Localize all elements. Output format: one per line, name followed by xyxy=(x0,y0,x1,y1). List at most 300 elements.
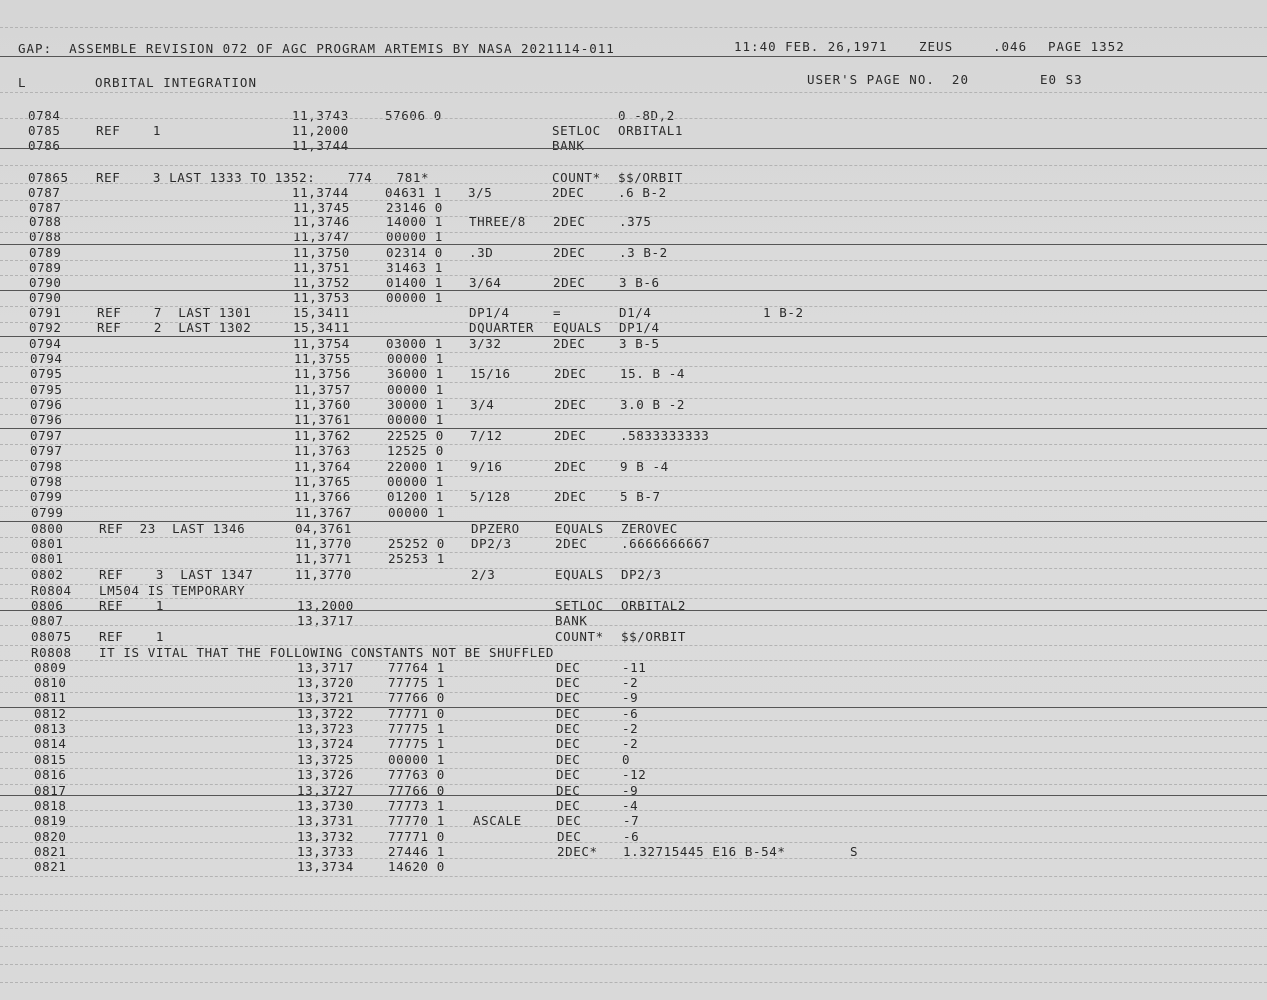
cell-op: = xyxy=(553,305,562,320)
rule-line-dashed xyxy=(0,460,1267,461)
header-operator: ZEUS xyxy=(919,39,954,54)
cell-loc: 11,3744 xyxy=(292,138,349,153)
cell-operand: -6 xyxy=(622,706,639,721)
cell-loc: 13,3730 xyxy=(297,798,354,813)
cell-op: DEC xyxy=(557,829,582,844)
cell-line: 0820 xyxy=(34,829,67,844)
cell-line: 0789 xyxy=(29,245,62,260)
table-row xyxy=(0,397,1267,412)
cell-loc: 13,3721 xyxy=(297,690,354,705)
cell-loc: 11,3763 xyxy=(294,443,351,458)
header-timestamp: 11:40 FEB. 26,1971 xyxy=(734,39,888,54)
cell-label: ASCALE xyxy=(473,813,522,828)
cell-line: 0795 xyxy=(30,382,63,397)
cell-ref: REF 7 LAST 1301 xyxy=(97,305,252,320)
table-row xyxy=(0,443,1267,458)
cell-op: 2DEC xyxy=(555,536,588,551)
cell-word: 22525 0 xyxy=(387,428,444,443)
cell-op: COUNT* xyxy=(555,629,604,644)
cell-operand: 15. B -4 xyxy=(620,366,686,381)
rule-line-dashed xyxy=(0,720,1267,721)
cell-word: 00000 1 xyxy=(387,382,444,397)
cell-loc: 11,3751 xyxy=(293,260,350,275)
cell-line: 0789 xyxy=(29,260,62,275)
table-row xyxy=(0,351,1267,366)
cell-op: SETLOC xyxy=(552,123,601,138)
cell-loc: 13,3731 xyxy=(297,813,354,828)
cell-loc: 11,3770 xyxy=(295,567,352,582)
cell-line: 0821 xyxy=(34,844,67,859)
rule-line-dashed xyxy=(0,506,1267,507)
cell-loc: 13,3725 xyxy=(297,752,354,767)
table-row xyxy=(0,551,1267,566)
cell-word: 03000 1 xyxy=(386,336,443,351)
cell-ref: REF 1 xyxy=(99,629,165,644)
table-row xyxy=(0,505,1267,520)
cell-loc: 11,3745 xyxy=(293,200,350,215)
cell-loc: 11,2000 xyxy=(292,123,349,138)
cell-operand: D1/4 xyxy=(619,305,652,320)
cell-op: 2DEC xyxy=(553,214,586,229)
cell-line: 0801 xyxy=(31,536,64,551)
cell-line: 0801 xyxy=(31,551,64,566)
cell-label: DPZERO xyxy=(471,521,520,536)
cell-line: 0811 xyxy=(34,690,67,705)
cell-loc: 13,3727 xyxy=(297,783,354,798)
table-row xyxy=(0,844,1267,859)
cell-word: 77771 0 xyxy=(388,706,445,721)
cell-word: 23146 0 xyxy=(386,200,443,215)
table-row xyxy=(0,138,1267,153)
cell-line: 0797 xyxy=(30,443,63,458)
cell-line: 0798 xyxy=(30,474,63,489)
cell-word: 00000 1 xyxy=(386,290,443,305)
cell-line: R0808 xyxy=(31,645,72,660)
rule-line-dashed xyxy=(0,858,1267,859)
rule-line-dashed xyxy=(0,260,1267,261)
cell-op: DEC xyxy=(556,690,581,705)
cell-label: 3/32 xyxy=(469,336,502,351)
rule-line-dashed xyxy=(0,414,1267,415)
rule-line-dashed xyxy=(0,490,1267,491)
table-row xyxy=(0,752,1267,767)
cell-word: 25253 1 xyxy=(388,551,445,566)
cell-label: 15/16 xyxy=(470,366,511,381)
rule-line-dashed xyxy=(0,910,1267,911)
cell-loc: 13,3732 xyxy=(297,829,354,844)
cell-line: 0816 xyxy=(34,767,67,782)
cell-word: 00000 1 xyxy=(387,474,444,489)
cell-operand: .6666666667 xyxy=(621,536,711,551)
cell-label: 2/3 xyxy=(471,567,496,582)
rule-line-dashed xyxy=(0,27,1267,28)
cell-operand: 5 B-7 xyxy=(620,489,661,504)
cell-operand: $$/ORBIT xyxy=(621,629,687,644)
cell-op: 2DEC xyxy=(553,336,586,351)
cell-line: 0786 xyxy=(28,138,61,153)
cell-word: 77771 0 xyxy=(388,829,445,844)
cell-line: 0792 xyxy=(29,320,62,335)
cell-loc: 11,3764 xyxy=(294,459,351,474)
cell-op: DEC xyxy=(556,736,581,751)
rule-line-dashed xyxy=(0,645,1267,646)
cell-label: 5/128 xyxy=(470,489,511,504)
table-row xyxy=(0,736,1267,751)
cell-ref: REF 3 LAST 1333 TO 1352: 774 781* xyxy=(96,170,430,185)
cell-ref: REF 2 LAST 1302 xyxy=(97,320,252,335)
table-row xyxy=(0,521,1267,536)
rule-line-dashed xyxy=(0,352,1267,353)
cell-line: 0799 xyxy=(31,505,64,520)
cell-line: 0818 xyxy=(34,798,67,813)
cell-line: R0804 xyxy=(31,583,72,598)
users-page-number: USER'S PAGE NO. 20 xyxy=(807,72,969,87)
cell-loc: 13,3724 xyxy=(297,736,354,751)
cell-word: 22000 1 xyxy=(387,459,444,474)
cell-line: 0821 xyxy=(34,859,67,874)
cell-loc: 13,2000 xyxy=(297,598,354,613)
cell-line: 0807 xyxy=(31,613,64,628)
table-row xyxy=(0,859,1267,874)
cell-loc: 11,3753 xyxy=(293,290,350,305)
rule-line-solid xyxy=(0,148,1267,149)
cell-word: 00000 1 xyxy=(388,752,445,767)
cell-op: DEC xyxy=(556,675,581,690)
cell-op: 2DEC xyxy=(553,275,586,290)
rule-line-dashed xyxy=(0,768,1267,769)
cell-op: 2DEC* xyxy=(557,844,598,859)
table-row xyxy=(0,675,1267,690)
cell-loc: 13,3717 xyxy=(297,613,354,628)
cell-word: 04631 1 xyxy=(385,185,442,200)
cell-word: 00000 1 xyxy=(388,505,445,520)
rule-line-dashed xyxy=(0,784,1267,785)
cell-op: DEC xyxy=(556,660,581,675)
cell-word: 77764 1 xyxy=(388,660,445,675)
rule-line-dashed xyxy=(0,444,1267,445)
cell-operand: -6 xyxy=(623,829,640,844)
cell-word: 77766 0 xyxy=(388,690,445,705)
cell-loc: 11,3755 xyxy=(294,351,351,366)
cell-line: 0796 xyxy=(30,412,63,427)
cell-extra: 1 B-2 xyxy=(763,305,804,320)
cell-line: 0790 xyxy=(29,290,62,305)
table-row xyxy=(0,200,1267,215)
rule-line-dashed xyxy=(0,894,1267,895)
cell-operand: ZEROVEC xyxy=(621,521,678,536)
cell-operand: ORBITAL1 xyxy=(618,123,684,138)
cell-operand: $$/ORBIT xyxy=(618,170,684,185)
cell-word: 30000 1 xyxy=(387,397,444,412)
cell-operand: .3 B-2 xyxy=(619,245,668,260)
table-row xyxy=(0,382,1267,397)
table-row xyxy=(0,366,1267,381)
cell-op: DEC xyxy=(556,798,581,813)
cell-word: 01400 1 xyxy=(386,275,443,290)
cell-label: 3/4 xyxy=(470,397,495,412)
cell-loc: 13,3717 xyxy=(297,660,354,675)
cell-operand: 0 -8D,2 xyxy=(618,108,675,123)
cell-line: 0806 xyxy=(31,598,64,613)
cell-operand: 9 B -4 xyxy=(620,459,669,474)
cell-loc: 11,3762 xyxy=(294,428,351,443)
cell-line: 0794 xyxy=(29,336,62,351)
cell-ref: LM504 IS TEMPORARY xyxy=(99,583,246,598)
header-code: .046 xyxy=(993,39,1028,54)
cell-loc: 11,3747 xyxy=(293,229,350,244)
cell-word: 77775 1 xyxy=(388,675,445,690)
cell-operand: 3 B-5 xyxy=(619,336,660,351)
cell-word: 77770 1 xyxy=(388,813,445,828)
rule-line-solid xyxy=(0,521,1267,522)
cell-word: 77766 0 xyxy=(388,783,445,798)
cell-word: 77763 0 xyxy=(388,767,445,782)
cell-loc: 11,3750 xyxy=(293,245,350,260)
cell-word: 77775 1 xyxy=(388,721,445,736)
rule-line-solid xyxy=(0,244,1267,245)
cell-word: 14620 0 xyxy=(388,859,445,874)
cell-label: THREE/8 xyxy=(469,214,526,229)
rule-line-solid xyxy=(0,707,1267,708)
section-letter: L xyxy=(18,75,27,90)
cell-word: 77775 1 xyxy=(388,736,445,751)
cell-op: BANK xyxy=(555,613,588,628)
rule-line-dashed xyxy=(0,366,1267,367)
cell-line: 0809 xyxy=(34,660,67,675)
rule-line-solid xyxy=(0,56,1267,57)
cell-op: EQUALS xyxy=(555,567,604,582)
cell-op: 2DEC xyxy=(554,489,587,504)
cell-operand: -9 xyxy=(622,783,639,798)
rule-line-solid xyxy=(0,428,1267,429)
rule-line-dashed xyxy=(0,625,1267,626)
cell-op: DEC xyxy=(556,721,581,736)
rule-line-dashed xyxy=(0,692,1267,693)
cell-operand: .6 B-2 xyxy=(618,185,667,200)
cell-label: DP2/3 xyxy=(471,536,512,551)
table-row xyxy=(0,428,1267,443)
rule-line-solid xyxy=(0,795,1267,796)
table-row xyxy=(0,645,1267,660)
rule-line-dashed xyxy=(0,660,1267,661)
cell-line: 0788 xyxy=(29,214,62,229)
cell-op: DEC xyxy=(556,752,581,767)
rule-line-dashed xyxy=(0,982,1267,983)
rule-line-dashed xyxy=(0,306,1267,307)
cell-word: 31463 1 xyxy=(386,260,443,275)
table-row xyxy=(0,290,1267,305)
table-row xyxy=(0,536,1267,551)
cell-ref: REF 1 xyxy=(96,123,162,138)
rule-line-dashed xyxy=(0,964,1267,965)
cell-loc: 13,3734 xyxy=(297,859,354,874)
cell-line: 0800 xyxy=(31,521,64,536)
cell-loc: 04,3761 xyxy=(295,521,352,536)
cell-operand: -7 xyxy=(623,813,640,828)
cell-op: BANK xyxy=(552,138,585,153)
cell-op: 2DEC xyxy=(554,397,587,412)
rule-line-dashed xyxy=(0,826,1267,827)
rule-line-dashed xyxy=(0,946,1267,947)
table-row xyxy=(0,567,1267,582)
cell-ref: REF 23 LAST 1346 xyxy=(99,521,246,536)
cell-op: COUNT* xyxy=(552,170,601,185)
rule-line-dashed xyxy=(0,552,1267,553)
cell-line: 0815 xyxy=(34,752,67,767)
cell-loc: 13,3723 xyxy=(297,721,354,736)
rule-line-dashed xyxy=(0,537,1267,538)
cell-op: EQUALS xyxy=(555,521,604,536)
rule-line-dashed xyxy=(0,200,1267,201)
cell-line: 0791 xyxy=(29,305,62,320)
section-title: ORBITAL INTEGRATION xyxy=(95,75,257,90)
cell-ref: REF 1 xyxy=(99,598,165,613)
cell-label: 9/16 xyxy=(470,459,503,474)
cell-op: DEC xyxy=(556,767,581,782)
cell-op: 2DEC xyxy=(554,459,587,474)
rule-line-solid xyxy=(0,290,1267,291)
cell-line: 08075 xyxy=(31,629,72,644)
cell-label: DP1/4 xyxy=(469,305,510,320)
rule-line-dashed xyxy=(0,183,1267,184)
cell-line: 0797 xyxy=(30,428,63,443)
table-row xyxy=(0,123,1267,138)
cell-op: 2DEC xyxy=(554,428,587,443)
cell-line: 0802 xyxy=(31,567,64,582)
cell-line: 0795 xyxy=(30,366,63,381)
table-row xyxy=(0,721,1267,736)
cell-loc: 11,3760 xyxy=(294,397,351,412)
cell-line: 0817 xyxy=(34,783,67,798)
table-row xyxy=(0,706,1267,721)
cell-loc: 13,3733 xyxy=(297,844,354,859)
rule-line-dashed xyxy=(0,118,1267,119)
cell-op: DEC xyxy=(557,813,582,828)
cell-label: .3D xyxy=(469,245,494,260)
table-row xyxy=(0,260,1267,275)
cell-line: 0788 xyxy=(29,229,62,244)
rule-line-dashed xyxy=(0,232,1267,233)
cell-op: SETLOC xyxy=(555,598,604,613)
cell-word: 00000 1 xyxy=(387,351,444,366)
cell-word: 27446 1 xyxy=(388,844,445,859)
cell-operand: -12 xyxy=(622,767,647,782)
rule-line-dashed xyxy=(0,736,1267,737)
cell-line: 0796 xyxy=(30,397,63,412)
cell-line: 0785 xyxy=(28,123,61,138)
cell-operand: -11 xyxy=(622,660,647,675)
table-row xyxy=(0,583,1267,598)
cell-operand: -2 xyxy=(622,721,639,736)
cell-loc: 15,3411 xyxy=(293,320,350,335)
cell-loc: 11,3771 xyxy=(295,551,352,566)
table-row xyxy=(0,108,1267,123)
cell-op: 2DEC xyxy=(552,185,585,200)
cell-extra: S xyxy=(850,844,859,859)
cell-loc: 11,3752 xyxy=(293,275,350,290)
header-title: GAP: ASSEMBLE REVISION 072 OF AGC PROGRAM ARTEMIS BY NASA 2021114-011 xyxy=(18,41,615,56)
cell-operand: ORBITAL2 xyxy=(621,598,687,613)
table-row xyxy=(0,660,1267,675)
cell-loc: 11,3754 xyxy=(293,336,350,351)
cell-word: 00000 1 xyxy=(386,229,443,244)
cell-label: 3/5 xyxy=(468,185,493,200)
rule-line-dashed xyxy=(0,275,1267,276)
rule-line-dashed xyxy=(0,676,1267,677)
table-row xyxy=(0,305,1267,320)
rule-line-dashed xyxy=(0,382,1267,383)
cell-loc: 11,3767 xyxy=(295,505,352,520)
header-right-code: E0 S3 xyxy=(1040,72,1083,87)
rule-line-dashed xyxy=(0,598,1267,599)
table-row xyxy=(0,245,1267,260)
cell-label: 3/64 xyxy=(469,275,502,290)
cell-op: DEC xyxy=(556,783,581,798)
rule-line-dashed xyxy=(0,928,1267,929)
table-row xyxy=(0,275,1267,290)
cell-operand: -4 xyxy=(622,798,639,813)
cell-loc: 11,3765 xyxy=(294,474,351,489)
cell-word: 57606 0 xyxy=(385,108,442,123)
cell-operand: .375 xyxy=(619,214,652,229)
rule-line-dashed xyxy=(0,568,1267,569)
cell-word: 00000 1 xyxy=(387,412,444,427)
cell-operand: .5833333333 xyxy=(620,428,710,443)
rule-line-dashed xyxy=(0,398,1267,399)
cell-op: 2DEC xyxy=(554,366,587,381)
cell-loc: 13,3726 xyxy=(297,767,354,782)
cell-loc: 11,3761 xyxy=(294,412,351,427)
cell-label: 7/12 xyxy=(470,428,503,443)
cell-loc: 13,3722 xyxy=(297,706,354,721)
cell-word: 25252 0 xyxy=(388,536,445,551)
rule-line-dashed xyxy=(0,165,1267,166)
rule-line-solid xyxy=(0,336,1267,337)
cell-ref: IT IS VITAL THAT THE FOLLOWING CONSTANTS NOT BE SHUFFLED xyxy=(99,645,555,660)
cell-loc: 15,3411 xyxy=(293,305,350,320)
cell-operand: 0 xyxy=(622,752,631,767)
cell-word: 77773 1 xyxy=(388,798,445,813)
cell-op: 2DEC xyxy=(553,245,586,260)
rule-line-dashed xyxy=(0,322,1267,323)
cell-line: 0810 xyxy=(34,675,67,690)
cell-loc: 11,3756 xyxy=(294,366,351,381)
cell-line: 07865 xyxy=(28,170,69,185)
cell-line: 0790 xyxy=(29,275,62,290)
table-row xyxy=(0,336,1267,351)
cell-label: DQUARTER xyxy=(469,320,535,335)
cell-operand: 3.0 B -2 xyxy=(620,397,686,412)
cell-ref: REF 3 LAST 1347 xyxy=(99,567,254,582)
cell-line: 0784 xyxy=(28,108,61,123)
cell-line: 0787 xyxy=(29,200,62,215)
cell-operand: DP2/3 xyxy=(621,567,662,582)
rule-line-dashed xyxy=(0,842,1267,843)
cell-line: 0814 xyxy=(34,736,67,751)
rule-line-dashed xyxy=(0,584,1267,585)
cell-line: 0819 xyxy=(34,813,67,828)
cell-operand: -2 xyxy=(622,736,639,751)
rule-line-dashed xyxy=(0,876,1267,877)
cell-line: 0798 xyxy=(30,459,63,474)
table-row xyxy=(0,459,1267,474)
table-row xyxy=(0,767,1267,782)
cell-line: 0813 xyxy=(34,721,67,736)
cell-line: 0799 xyxy=(30,489,63,504)
cell-loc: 11,3766 xyxy=(294,489,351,504)
cell-word: 12525 0 xyxy=(387,443,444,458)
cell-loc: 11,3743 xyxy=(292,108,349,123)
